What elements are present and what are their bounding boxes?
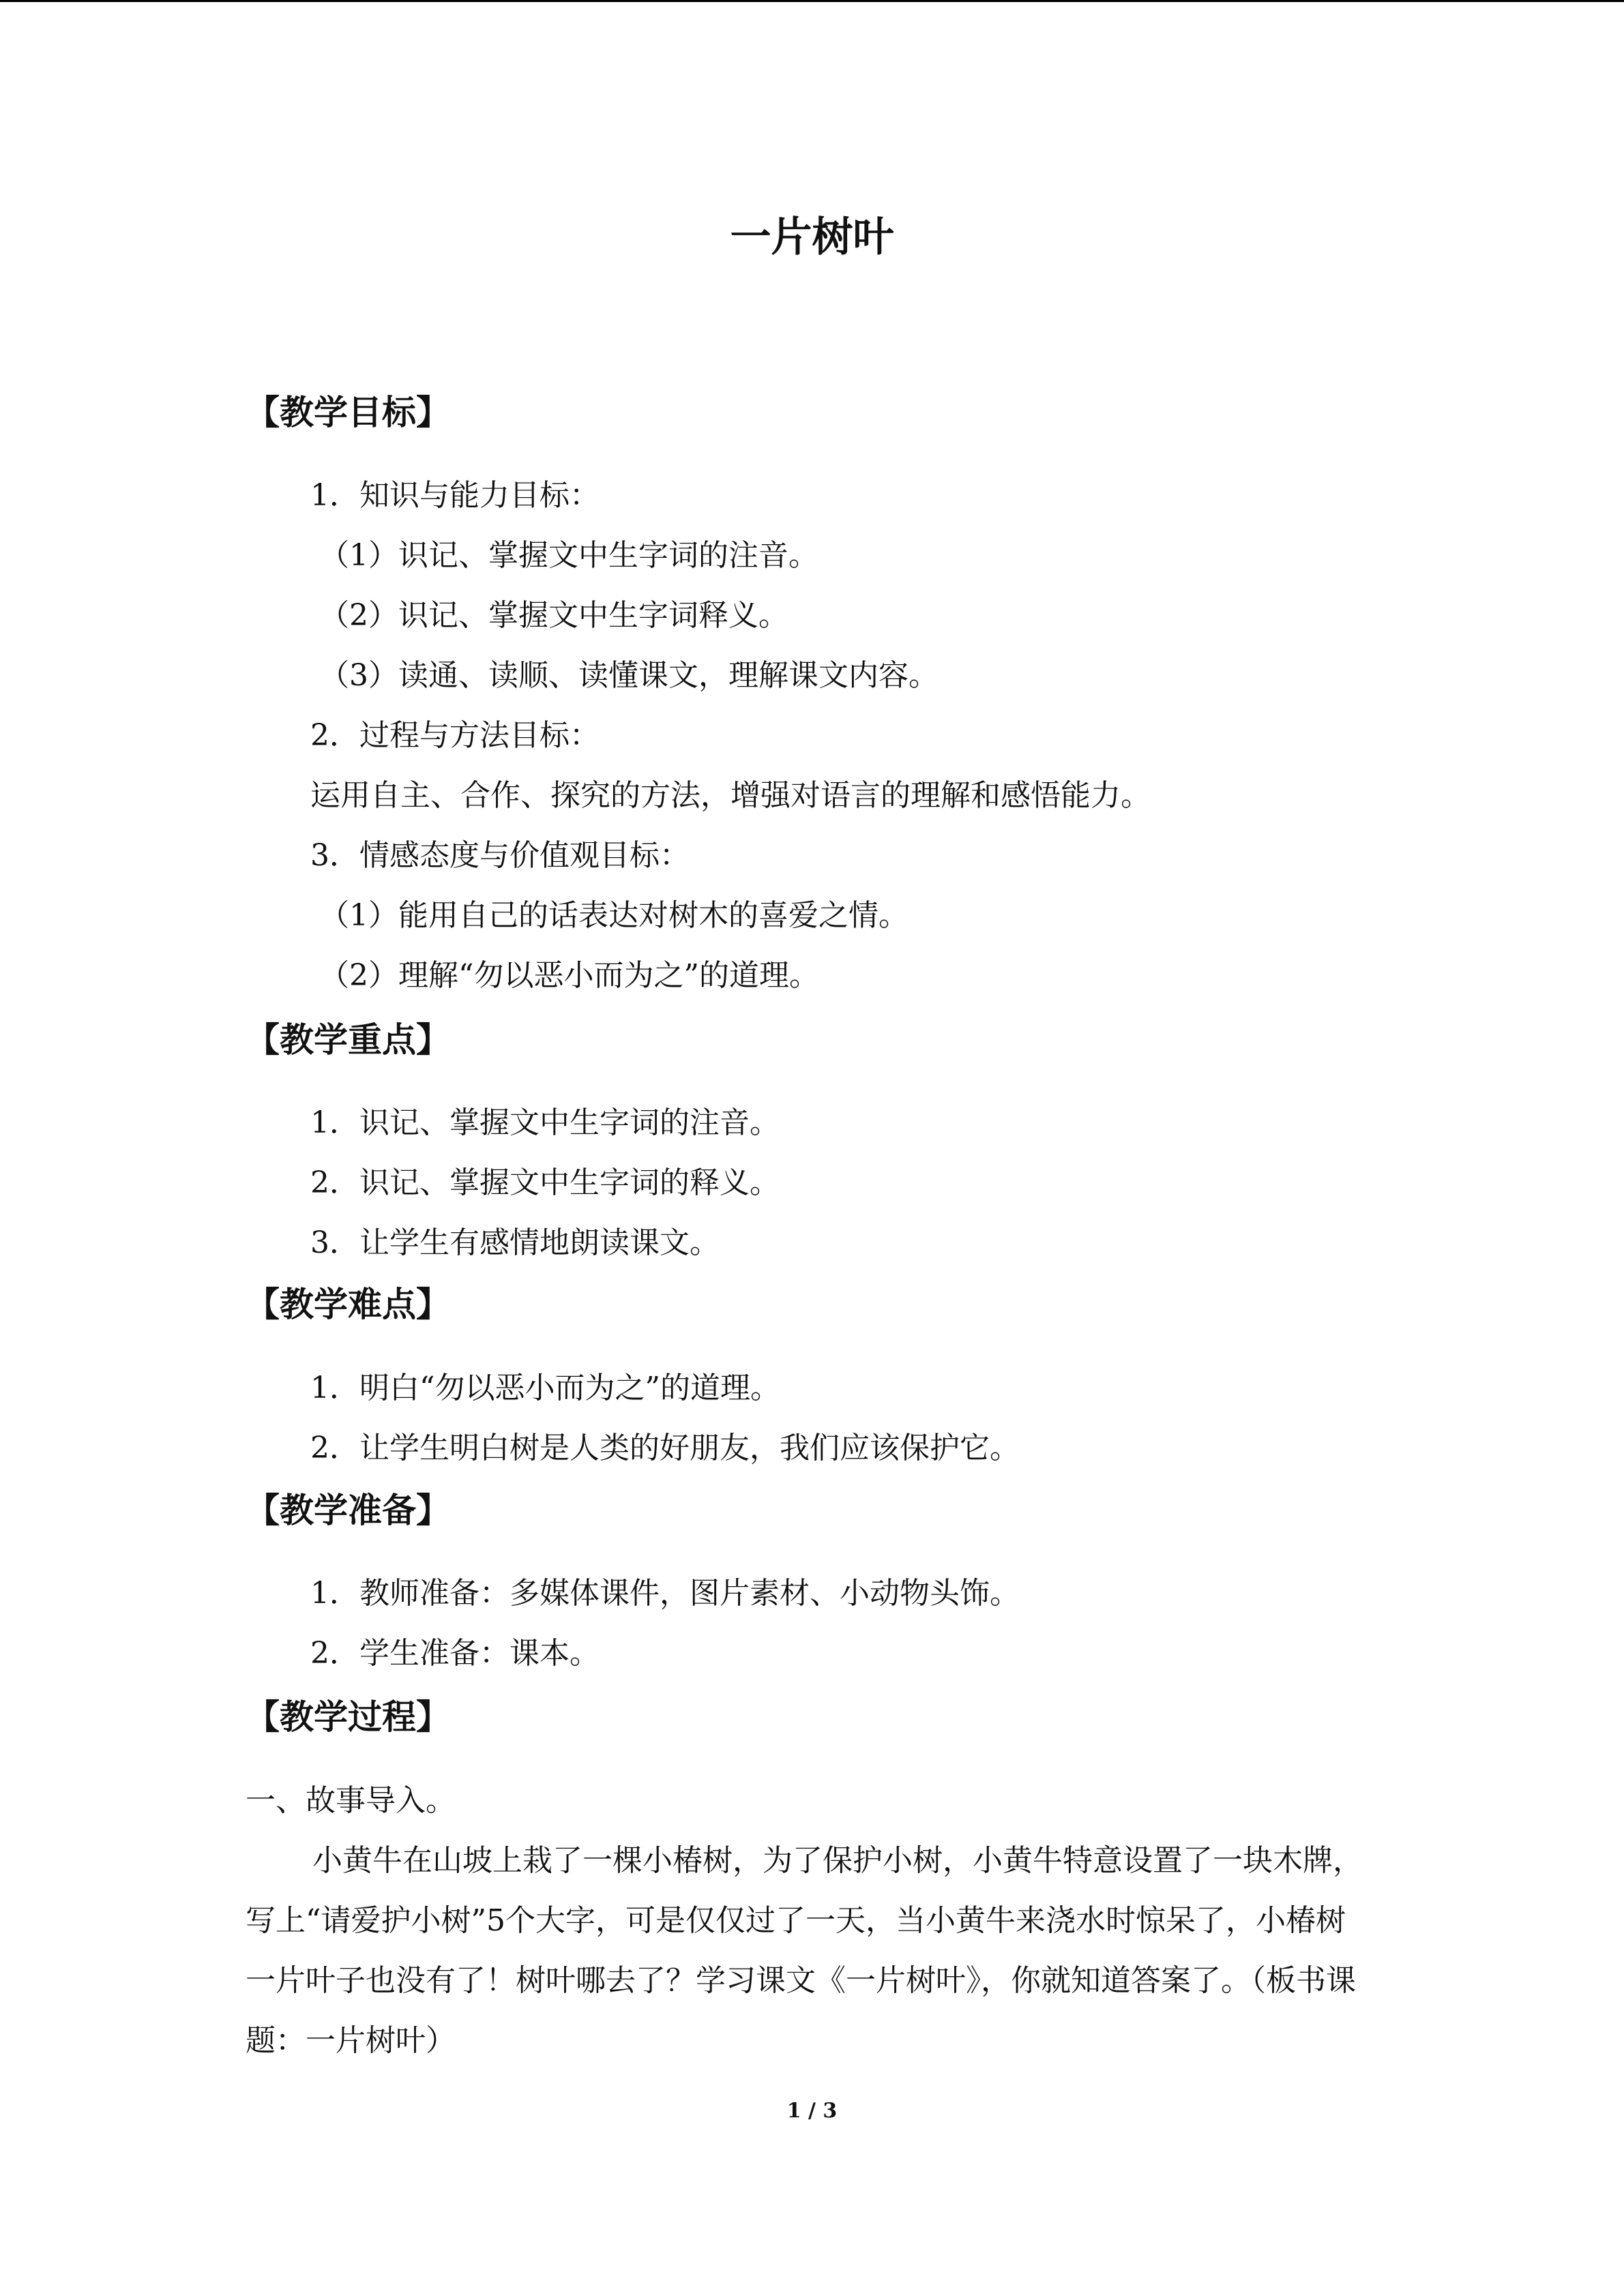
- goal-line: （3）读通、读顺、读懂课文，理解课文内容。: [319, 658, 939, 693]
- process-content: [246, 1771, 1364, 2071]
- section-heading: 【教学重点】: [246, 1020, 450, 1060]
- goal-line: （2）理解“勿以恶小而为之”的道理。: [319, 958, 819, 993]
- goal-line: 运用自主、合作、探究的方法，增强对语言的理解和感悟能力。: [310, 778, 1151, 813]
- preparation-content: [246, 1564, 1371, 1684]
- page-indicator: 1 / 3: [786, 2099, 838, 2123]
- goal-line: （1）能用自己的话表达对树木的喜爱之情。: [319, 898, 909, 933]
- goal-line: 3．情感态度与价值观目标：: [310, 838, 690, 873]
- preparation-line: 2．学生准备：课本。: [310, 1636, 600, 1671]
- section-teaching-goals: [246, 382, 1371, 443]
- goal-line: 2．过程与方法目标：: [310, 718, 600, 753]
- difficulty-line: 1．明白“勿以恶小而为之”的道理。: [310, 1371, 780, 1405]
- keypoints-content: [246, 1093, 1371, 1273]
- goal-line: （2）识记、掌握文中生字词释义。: [319, 598, 788, 633]
- difficulty-line: 2．让学生明白树是人类的好朋友，我们应该保护它。: [310, 1431, 1020, 1465]
- section-heading: 【教学准备】: [246, 1491, 450, 1530]
- difficulties-content: [246, 1358, 1371, 1478]
- section-heading: 【教学目标】: [246, 393, 450, 432]
- page-top-border: [0, 0, 1624, 2]
- section-key-points: [246, 1009, 1371, 1071]
- preparation-line: 1．教师准备：多媒体课件，图片素材、小动物头饰。: [310, 1576, 1020, 1611]
- process-paragraph: 小黄牛在山坡上栽了一棵小椿树，为了保护小树，小黄牛特意设置了一块木牌，写上“请爱护小树”5个大字，可是仅仅过了一天，当小黄牛来浇水时惊呆了，小椿树一片叶子也没有了！树叶哪去了？学习课文《一片树叶》，你就知道答案了。（板书课题：一片树叶）: [246, 1843, 1363, 2058]
- section-heading: 【教学难点】: [246, 1285, 450, 1324]
- document-title: 一片树叶: [730, 213, 894, 261]
- section-heading: 【教学过程】: [246, 1697, 450, 1737]
- keypoint-line: 3．让学生有感情地朗读课文。: [310, 1225, 720, 1260]
- keypoint-line: 1．识记、掌握文中生字词的注音。: [310, 1105, 780, 1140]
- section-difficulties: [246, 1274, 1371, 1335]
- process-intro: 一、故事导入。: [246, 1783, 456, 1818]
- keypoint-line: 2．识记、掌握文中生字词的释义。: [310, 1165, 780, 1200]
- goal-line: （1）识记、掌握文中生字词的注音。: [319, 538, 818, 573]
- section-preparation: [246, 1480, 1371, 1541]
- section-process: [246, 1686, 1371, 1748]
- goals-content: [246, 466, 1371, 1006]
- goal-line: 1．知识与能力目标：: [310, 478, 600, 513]
